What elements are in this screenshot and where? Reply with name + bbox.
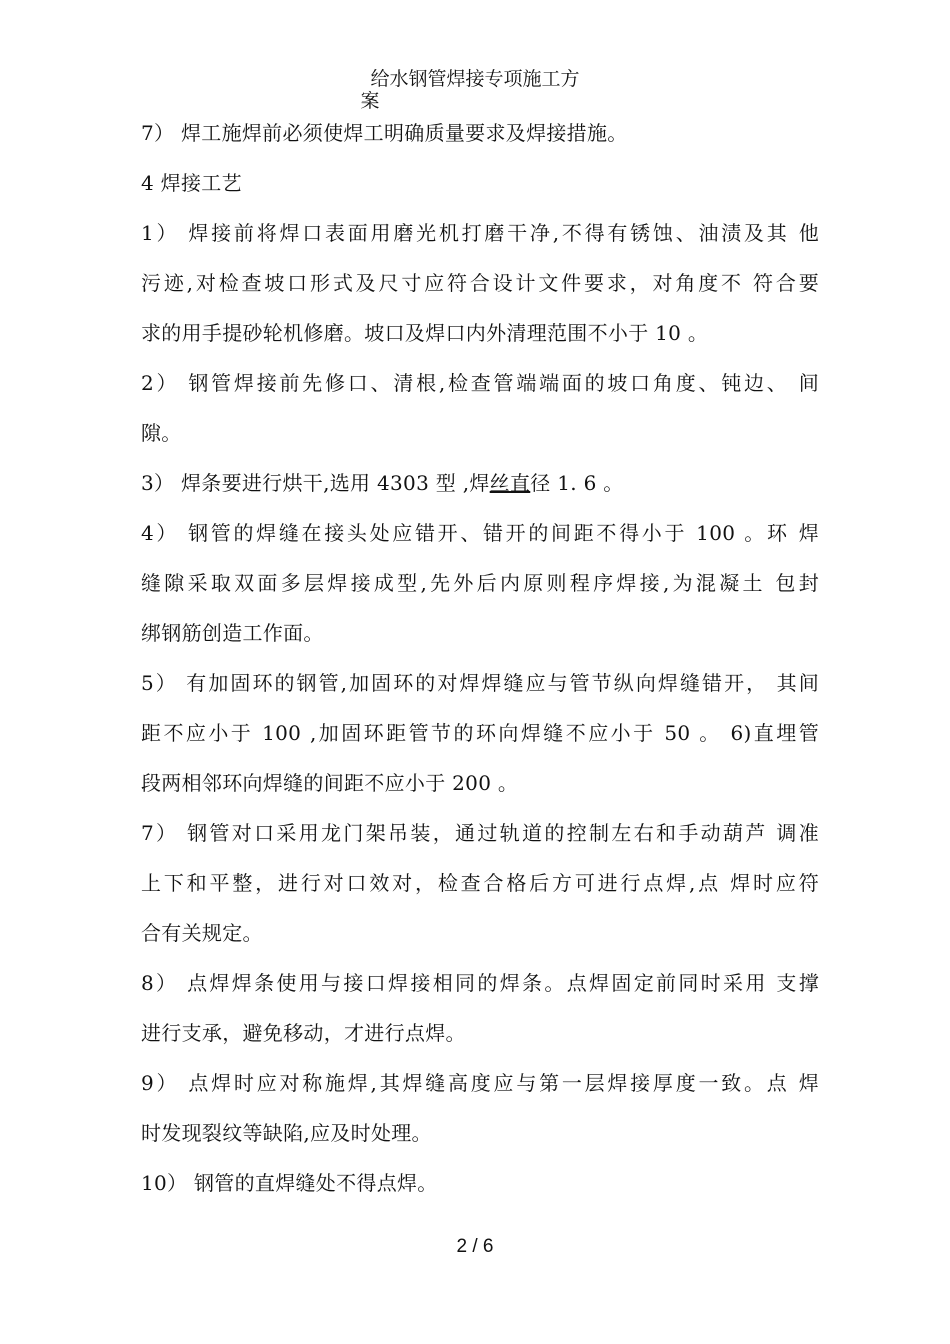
paragraph-line: 7） 钢管对口采用龙门架吊装，通过轨道的控制左右和手动葫芦 调准	[141, 821, 819, 845]
document-body	[141, 108, 819, 1208]
paragraph-line: 绑钢筋创造工作面。	[141, 621, 324, 645]
paragraph-line: 缝隙采取双面多层焊接成型,先外后内原则程序焊接,为混凝土 包封	[141, 571, 819, 595]
paragraph-line: 4） 钢管的焊缝在接头处应错开、错开的间距不得小于 100 。环 焊	[141, 521, 819, 545]
paragraph-line: 求的用手提砂轮机修磨。坡口及焊口内外清理范围不小于 10 。	[141, 321, 709, 345]
paragraph-line: 上下和平整，进行对口效对，检查合格后方可进行点焊,点 焊时应符	[141, 871, 819, 895]
paragraph-line: 污迹,对检查坡口形式及尺寸应符合设计文件要求，对角度不 符合要	[141, 271, 819, 295]
paragraph-line: 1） 焊接前将焊口表面用磨光机打磨干净,不得有锈蚀、油渍及其 他	[141, 221, 819, 245]
paragraph-line: 10） 钢管的直焊缝处不得点焊。	[141, 1171, 438, 1195]
paragraph-line: 合有关规定。	[141, 921, 263, 945]
paragraph-line: 7） 焊工施焊前必须使焊工明确质量要求及焊接措施。	[141, 121, 628, 145]
paragraph-line: 进行支承，避免移动，才进行点焊。	[141, 1021, 466, 1045]
paragraph-line: 2） 钢管焊接前先修口、清根,检查管端端面的坡口角度、钝边、 间	[141, 371, 819, 395]
paragraph-line: 段两相邻环向焊缝的间距不应小于 200 。	[141, 771, 519, 795]
text-run: 径 1. 6 。	[530, 471, 624, 495]
paragraph-line: 9） 点焊时应对称施焊,其焊缝高度应与第一层焊接厚度一致。点 焊	[141, 1071, 819, 1095]
page-number: 2 / 6	[456, 1236, 494, 1257]
paragraph-line: 5） 有加固环的钢管,加固环的对焊焊缝应与管节纵向焊缝错开， 其间	[141, 671, 819, 695]
paragraph-line: 8） 点焊焊条使用与接口焊接相同的焊条。点焊固定前同时采用 支撑	[141, 971, 819, 995]
text-run: 3） 焊条要进行烘干,选用 4303 型 ,焊	[141, 471, 490, 495]
title-line-1: 给水钢管焊接专项施工方	[370, 68, 580, 90]
paragraph-line: 时发现裂纹等缺陷,应及时处理。	[141, 1121, 432, 1145]
title-line-2: 案	[360, 90, 380, 112]
underlined-text: 丝直	[489, 471, 531, 495]
paragraph-line	[141, 458, 819, 508]
document-title	[0, 68, 950, 112]
section-heading: 4 焊接工艺	[141, 171, 242, 195]
paragraph-line: 距不应小于 100 ,加固环距管节的环向焊缝不应小于 50 。 6)直埋管	[141, 721, 819, 745]
paragraph-line: 隙。	[141, 421, 182, 445]
